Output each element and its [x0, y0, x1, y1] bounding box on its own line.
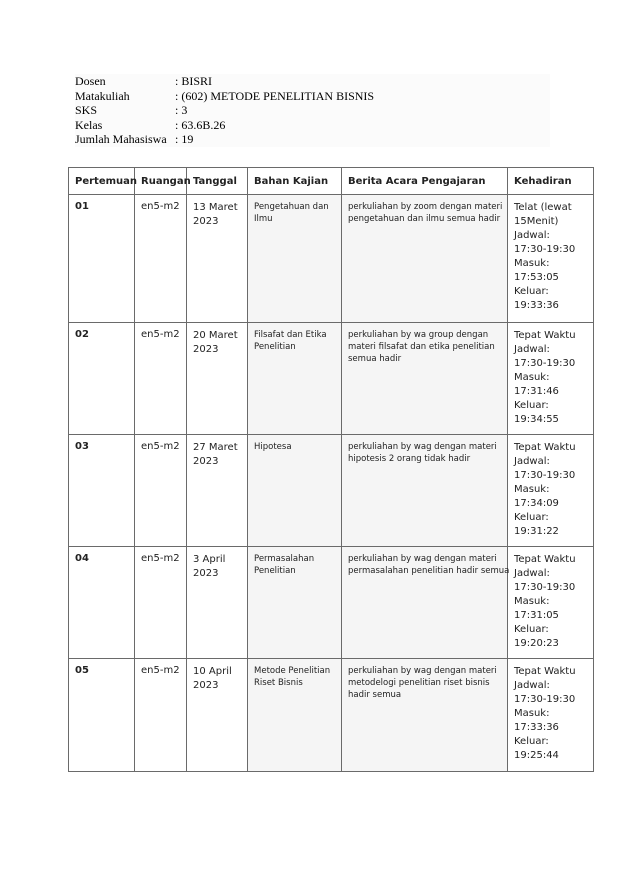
column-header-attendance: Kehadiran	[508, 168, 594, 195]
date-cell	[187, 195, 248, 323]
material-cell	[248, 547, 342, 659]
date-line: 10 April	[193, 666, 232, 677]
attendance-cell	[508, 195, 594, 323]
check-out-value: 19:34:55	[514, 414, 559, 425]
info-value: : 3	[175, 103, 188, 118]
report-line: pengetahuan dan ilmu semua hadir	[348, 214, 501, 224]
date-line: 3 April	[193, 554, 226, 565]
attendance-table	[68, 167, 594, 772]
check-in-value: 17:31:46	[514, 386, 559, 397]
material-cell	[248, 323, 342, 435]
date-cell	[187, 547, 248, 659]
column-header-room: Ruangan	[135, 168, 187, 195]
material-cell	[248, 659, 342, 772]
column-header-teaching-report: Berita Acara Pengajaran	[342, 168, 508, 195]
report-line: perkuliahan by zoom dengan materi	[348, 202, 503, 212]
attendance-status: Tepat Waktu	[514, 554, 576, 565]
room-cell: en5-m2	[135, 323, 187, 435]
attendance-status: Tepat Waktu	[514, 442, 576, 453]
schedule-label: Jadwal:	[514, 456, 550, 467]
info-row-students	[75, 132, 550, 147]
check-out-value: 19:20:23	[514, 638, 559, 649]
attendance-cell	[508, 547, 594, 659]
check-out-value: 19:33:36	[514, 300, 559, 311]
check-in-label: Masuk:	[514, 708, 550, 719]
material-line: Permasalahan	[254, 554, 315, 564]
report-line: perkuliahan by wag dengan materi	[348, 554, 497, 564]
attendance-status: Tepat Waktu	[514, 330, 576, 341]
room-cell: en5-m2	[135, 659, 187, 772]
info-value: : (602) METODE PENELITIAN BISNIS	[175, 88, 375, 103]
teaching-report-cell	[342, 195, 508, 323]
date-line: 2023	[193, 216, 219, 227]
schedule-label: Jadwal:	[514, 230, 550, 241]
check-in-label: Masuk:	[514, 596, 550, 607]
room-cell: en5-m2	[135, 195, 187, 323]
schedule-value: 17:30-19:30	[514, 470, 576, 481]
date-cell	[187, 323, 248, 435]
column-header-date: Tanggal	[187, 168, 248, 195]
teaching-report-cell	[342, 547, 508, 659]
meeting-number: 05	[69, 659, 135, 772]
meeting-number: 03	[69, 435, 135, 547]
check-in-value: 17:31:05	[514, 610, 559, 621]
column-header-material: Bahan Kajian	[248, 168, 342, 195]
date-line: 20 Maret	[193, 330, 238, 341]
schedule-label: Jadwal:	[514, 344, 550, 355]
material-cell	[248, 195, 342, 323]
material-line: Riset Bisnis	[254, 678, 303, 688]
teaching-report-cell	[342, 435, 508, 547]
material-line: Filsafat dan Etika	[254, 330, 327, 340]
check-in-label: Masuk:	[514, 258, 550, 269]
room-cell: en5-m2	[135, 435, 187, 547]
date-cell	[187, 659, 248, 772]
date-line: 27 Maret	[193, 442, 238, 453]
info-label: Jumlah Mahasiswa	[75, 132, 167, 147]
table-row	[69, 435, 594, 547]
report-line: metodelogi penelitian riset bisnis	[348, 678, 490, 688]
date-line: 13 Maret	[193, 202, 238, 213]
material-line: Metode Penelitian	[254, 666, 331, 676]
date-cell	[187, 435, 248, 547]
info-value: : BISRI	[175, 74, 213, 88]
date-line: 2023	[193, 568, 219, 579]
date-line: 2023	[193, 344, 219, 355]
check-out-label: Keluar:	[514, 400, 549, 411]
check-out-label: Keluar:	[514, 512, 549, 523]
date-line: 2023	[193, 680, 219, 691]
info-label: SKS	[75, 103, 98, 118]
material-line: Ilmu	[254, 214, 273, 224]
check-out-label: Keluar:	[514, 286, 549, 297]
table-row	[69, 659, 594, 772]
attendance-status: Telat (lewat	[514, 202, 572, 213]
schedule-value: 17:30-19:30	[514, 358, 576, 369]
schedule-label: Jadwal:	[514, 680, 550, 691]
info-value: : 19	[175, 132, 194, 147]
report-line: permasalahan penelitian hadir semua	[348, 566, 510, 576]
table-row	[69, 323, 594, 435]
report-line: semua hadir	[348, 354, 402, 364]
info-value: : 63.6B.26	[175, 117, 226, 132]
report-line: hadir semua	[348, 690, 402, 700]
check-out-label: Keluar:	[514, 736, 549, 747]
report-line: hipotesis 2 orang tidak hadir	[348, 454, 471, 464]
info-row-lecturer	[75, 74, 550, 89]
material-line: Penelitian	[254, 342, 296, 352]
check-in-value: 17:34:09	[514, 498, 559, 509]
date-line: 2023	[193, 456, 219, 467]
info-row-course	[75, 89, 550, 104]
attendance-cell	[508, 435, 594, 547]
attendance-cell	[508, 659, 594, 772]
info-label: Dosen	[75, 74, 106, 88]
column-header-meeting: Pertemuan	[69, 168, 135, 195]
schedule-label: Jadwal:	[514, 568, 550, 579]
table-row	[69, 195, 594, 323]
check-out-label: Keluar:	[514, 624, 549, 635]
check-out-value: 19:25:44	[514, 750, 559, 761]
meeting-number: 01	[69, 195, 135, 323]
info-row-class	[75, 118, 550, 133]
material-line: Penelitian	[254, 566, 296, 576]
attendance-status: 15Menit)	[514, 216, 559, 227]
check-in-value: 17:53:05	[514, 272, 559, 283]
teaching-report-cell	[342, 323, 508, 435]
material-line: Pengetahuan dan	[254, 202, 329, 212]
material-cell	[248, 435, 342, 547]
table-header-row	[69, 168, 594, 195]
report-line: perkuliahan by wag dengan materi	[348, 442, 497, 452]
table-row	[69, 547, 594, 659]
schedule-value: 17:30-19:30	[514, 244, 576, 255]
info-label: Matakuliah	[75, 88, 130, 103]
attendance-cell	[508, 323, 594, 435]
meeting-number: 04	[69, 547, 135, 659]
schedule-value: 17:30-19:30	[514, 694, 576, 705]
report-line: perkuliahan by wag dengan materi	[348, 666, 497, 676]
info-row-credits	[75, 103, 550, 118]
schedule-value: 17:30-19:30	[514, 582, 576, 593]
material-line: Hipotesa	[254, 442, 292, 452]
course-info-header	[75, 74, 550, 147]
meeting-number: 02	[69, 323, 135, 435]
check-in-value: 17:33:36	[514, 722, 559, 733]
info-label: Kelas	[75, 117, 103, 132]
room-cell: en5-m2	[135, 547, 187, 659]
attendance-status: Tepat Waktu	[514, 666, 576, 677]
check-in-label: Masuk:	[514, 484, 550, 495]
check-out-value: 19:31:22	[514, 526, 559, 537]
report-line: materi filsafat dan etika penelitian	[348, 342, 495, 352]
report-line: perkuliahan by wa group dengan	[348, 330, 489, 340]
check-in-label: Masuk:	[514, 372, 550, 383]
teaching-report-cell	[342, 659, 508, 772]
